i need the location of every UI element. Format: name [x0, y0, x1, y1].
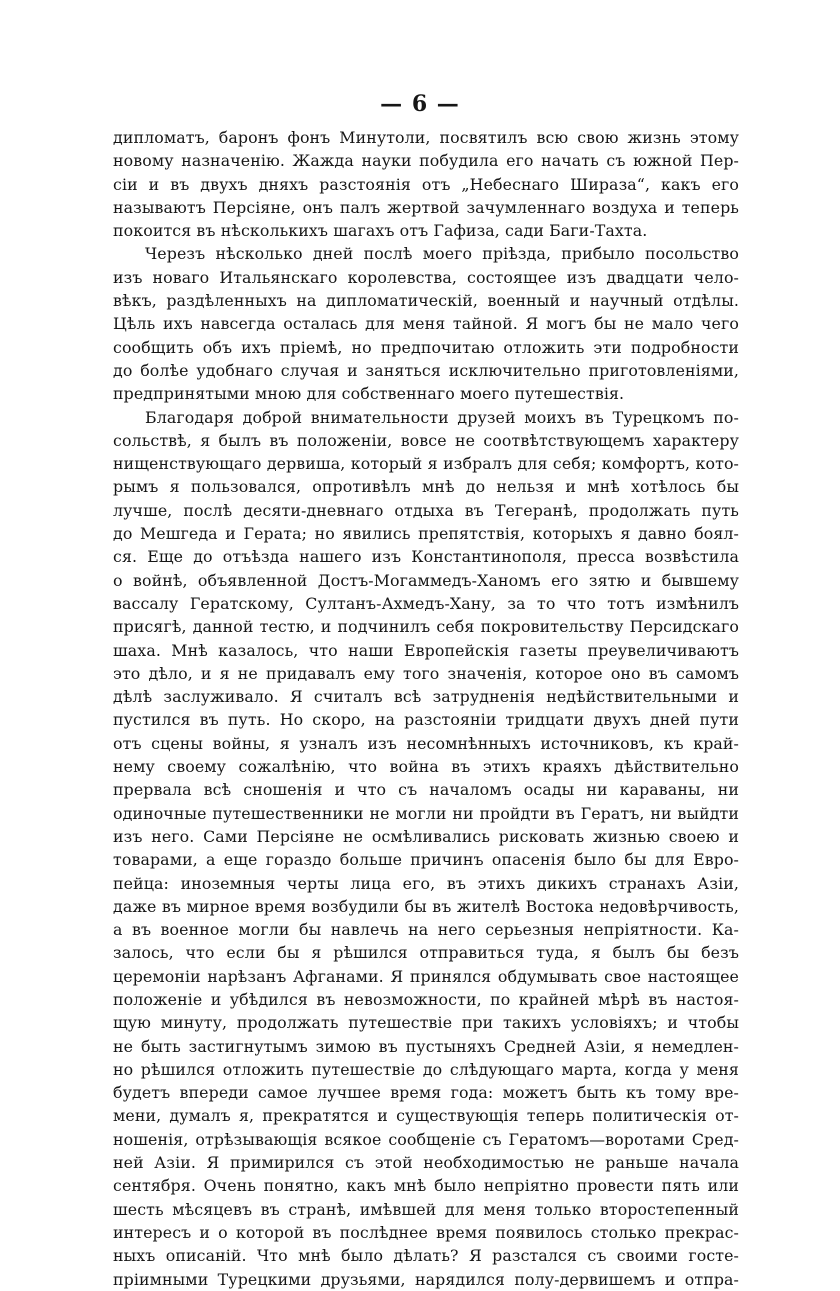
text-line: вѣкъ, раздѣленныхъ на дипломатическій, военный и научный отдѣлы.	[113, 291, 739, 311]
text-line: отъ сцены войны, я узналъ изъ несомнѣнныхъ источниковъ, къ край-	[113, 733, 739, 753]
text-line: щую минуту, продолжать путешествіе при такихъ условіяхъ; и чтобы	[113, 1013, 739, 1033]
text-line: нищенствующаго дервиша, который я избралъ для себя; комфортъ, кото-	[113, 454, 739, 474]
text-line: прервала всѣ сношенія и что съ началомъ осады ни караваны, ни	[113, 780, 739, 800]
text-line: нему своему сожалѣнію, что война въ этихъ краяхъ дѣйствительно	[113, 757, 739, 777]
text-line: это дѣло, и я не придавалъ ему того значенія, которое оно въ самомъ	[113, 663, 739, 683]
text-line: ся. Еще до отъѣзда нашего изъ Константинополя, пресса возвѣстила	[113, 547, 739, 567]
text-line: Цѣль ихъ навсегда осталась для меня тайной. Я могъ бы не мало чего	[113, 314, 739, 334]
text-line: церемоніи нарѣзанъ Афганами. Я принялся обдумывать свое настоящее	[113, 966, 739, 986]
text-line: шаха. Мнѣ казалось, что наши Европейскія газеты преувеличиваютъ	[113, 640, 739, 660]
text-line: о войнѣ, объявленной Достъ-Могаммедъ-Ханомъ его зятю и бывшему	[113, 570, 739, 590]
text-line: пріимными Турецкими друзьями, нарядился полу-дервишемъ и отпра-	[113, 1269, 739, 1289]
text-line: залось, что если бы я рѣшился отправиться туда, я былъ бы безъ	[113, 943, 739, 963]
text-line: товарами, а еще гораздо больше причинъ опасенія было бы для Евро-	[113, 850, 739, 870]
text-line: будетъ впереди самое лучшее время года: можетъ быть къ тому вре-	[113, 1083, 739, 1103]
text-line: лучше, послѣ десяти-дневнаго отдыха въ Тегеранѣ, продолжать путь	[113, 500, 739, 520]
text-line: ней Азіи. Я примирился съ этой необходимостью не раньше начала	[113, 1153, 739, 1173]
text-line: изъ него. Сами Персіяне не осмѣливались рисковать жизнью своею и	[113, 826, 739, 846]
text-line: а въ военное могли бы навлечь на него серьезныя непріятности. Ка-	[113, 920, 739, 940]
text-line: сіи и въ двухъ дняхъ разстоянія отъ „Небеснаго Шираза“, какъ его	[113, 174, 739, 194]
text-line: дѣлѣ заслуживало. Я считалъ всѣ затрудненія недѣйствительными и	[113, 687, 739, 707]
text-line: шесть мѣсяцевъ въ странѣ, имѣвшей для меня только второстепенный	[113, 1199, 739, 1219]
text-line: пустился въ путь. Но скоро, на разстояніи тридцати двухъ дней пути	[113, 710, 739, 730]
text-line: пейца: иноземныя черты лица его, въ этихъ дикихъ странахъ Азіи,	[113, 873, 739, 893]
text-line: даже въ мирное время возбудили бы въ жителѣ Востока недовѣрчивость,	[113, 896, 739, 916]
text-line: положеніе и убѣдился въ невозможности, по крайней мѣрѣ въ настоя-	[113, 989, 739, 1009]
text-line: покоится въ нѣсколькихъ шагахъ отъ Гафиза, сади Баги-Тахта.	[113, 221, 648, 241]
text-line: не быть застигнутымъ зимою въ пустыняхъ Средней Азіи, я немедлен-	[113, 1036, 739, 1056]
page-number: — 6 —	[380, 91, 460, 117]
text-line: сольствѣ, я былъ въ положеніи, вовсе не соотвѣтствующемъ характеру	[113, 430, 739, 450]
text-line: называютъ Персіяне, онъ палъ жертвой зачумленнаго воздуха и теперь	[113, 197, 739, 217]
text-line: новому назначенію. Жажда науки побудила его начать съ южной Пер-	[113, 151, 739, 171]
text-line: до болѣе удобнаго случая и заняться исключительно приготовленіями,	[113, 360, 739, 380]
text-line: сентября. Очень понятно, какъ мнѣ было непріятно провести пять или	[113, 1176, 739, 1196]
text-line: вассалу Гератскому, Султанъ-Ахмедъ-Хану, за то что тотъ измѣнилъ	[113, 593, 739, 613]
text-line: Черезъ нѣсколько дней послѣ моего пріѣзда, прибыло посольство	[145, 244, 739, 264]
body-text	[113, 126, 739, 1291]
text-line: сообщить объ ихъ пріемѣ, но предпочитаю отложить эти подробности	[113, 337, 739, 357]
text-line: предпринятыми мною для собственнаго моего путешествія.	[113, 384, 625, 404]
text-line: ношенія, отрѣзывающія всякое сообщеніе съ Гератомъ—воротами Сред-	[113, 1129, 739, 1149]
text-line: но рѣшился отложить путешествіе до слѣдующаго марта, когда у меня	[113, 1059, 739, 1079]
text-line: изъ новаго Итальянскаго королевства, состоящее изъ двадцати чело-	[113, 267, 739, 287]
text-line: дипломатъ, баронъ фонъ Минутоли, посвятилъ всю свою жизнь этому	[113, 128, 739, 147]
text-line: ныхъ описаній. Что мнѣ было дѣлать? Я разстался съ своими госте-	[113, 1246, 739, 1266]
text-line: одиночные путешественники не могли ни пройдти въ Гератъ, ни выйдти	[113, 803, 739, 823]
text-line: рымъ я пользовался, опротивѣлъ мнѣ до нельзя и мнѣ хотѣлось бы	[113, 477, 739, 497]
text-line: мени, думалъ я, прекратятся и существующія теперь политическія от-	[113, 1106, 739, 1126]
text-line: до Мешгеда и Герата; но явились препятствія, которыхъ я давно боял-	[113, 524, 739, 544]
text-line: Благодаря доброй внимательности друзей моихъ въ Турецкомъ по-	[145, 407, 739, 427]
text-line: интересъ и о которой въ послѣднее время появилось столько прекрас-	[113, 1222, 739, 1242]
text-line: присягѣ, данной тестю, и подчинилъ себя покровительству Персидскаго	[113, 617, 739, 637]
